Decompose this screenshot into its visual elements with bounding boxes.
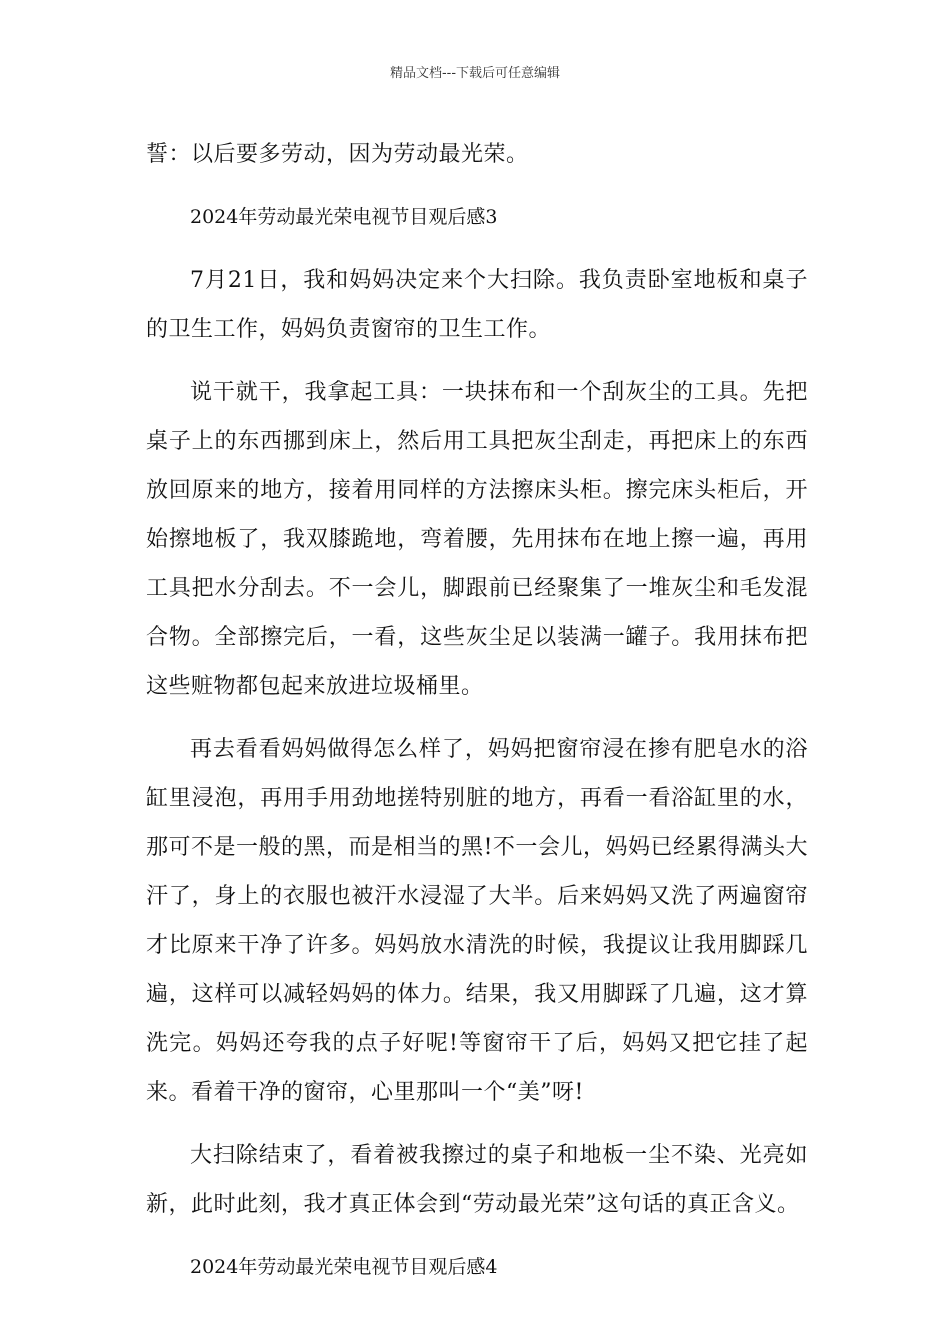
page-header: 精品文档---下载后可任意编辑 — [389, 66, 561, 81]
document-body — [146, 130, 808, 1306]
paragraph: 说干就干，我拿起工具：一块抹布和一个刮灰尘的工具。先把桌子上的东西挪到床上，然后用工具把灰尘刮走，再把床上的东西放回原来的地方，接着用同样的方法擦床头柜。擦完床头柜后，开始擦地板了，我双膝跪地，弯着腰，先用抹布在地上擦一遍，再用工具把水分刮去。不一会儿，脚跟前已经聚集了一堆灰尘和毛发混合物。全部擦完后，一看，这些灰尘足以装满一罐子。我用抹布把这些赃物都包起来放进垃圾桶里。 — [146, 380, 808, 699]
paragraph: 再去看看妈妈做得怎么样了，妈妈把窗帘浸在掺有肥皂水的浴缸里浸泡，再用手用劲地搓特别脏的地方，再看一看浴缸里的水，那可不是一般的黑，而是相当的黑!不一会儿，妈妈已经累得满头大汗了，身上的衣服也被汗水浸湿了大半。后来妈妈又洗了两遍窗帘才比原来干净了许多。妈妈放水清洗的时候，我提议让我用脚踩几遍，这样可以减轻妈妈的体力。结果，我又用脚踩了几遍，这才算洗完。妈妈还夸我的点子好呢!等窗帘干了后，妈妈又把它挂了起来。看着干净的窗帘，心里那叫一个“美”呀! — [146, 737, 808, 1105]
section-heading: 2024年劳动最光荣电视节目观后感3 — [190, 206, 498, 228]
paragraph: 誓：以后要多劳动，因为劳动最光荣。 — [146, 142, 529, 167]
section-heading: 2024年劳动最光荣电视节目观后感4 — [190, 1256, 498, 1278]
paragraph: 7月21日，我和妈妈决定来个大扫除。我负责卧室地板和桌子的卫生工作，妈妈负责窗帘的卫生工作。 — [146, 268, 808, 342]
paragraph: 大扫除结束了，看着被我擦过的桌子和地板一尘不染、光亮如新，此时此刻，我才真正体会到“劳动最光荣”这句话的真正含义。 — [146, 1143, 808, 1217]
